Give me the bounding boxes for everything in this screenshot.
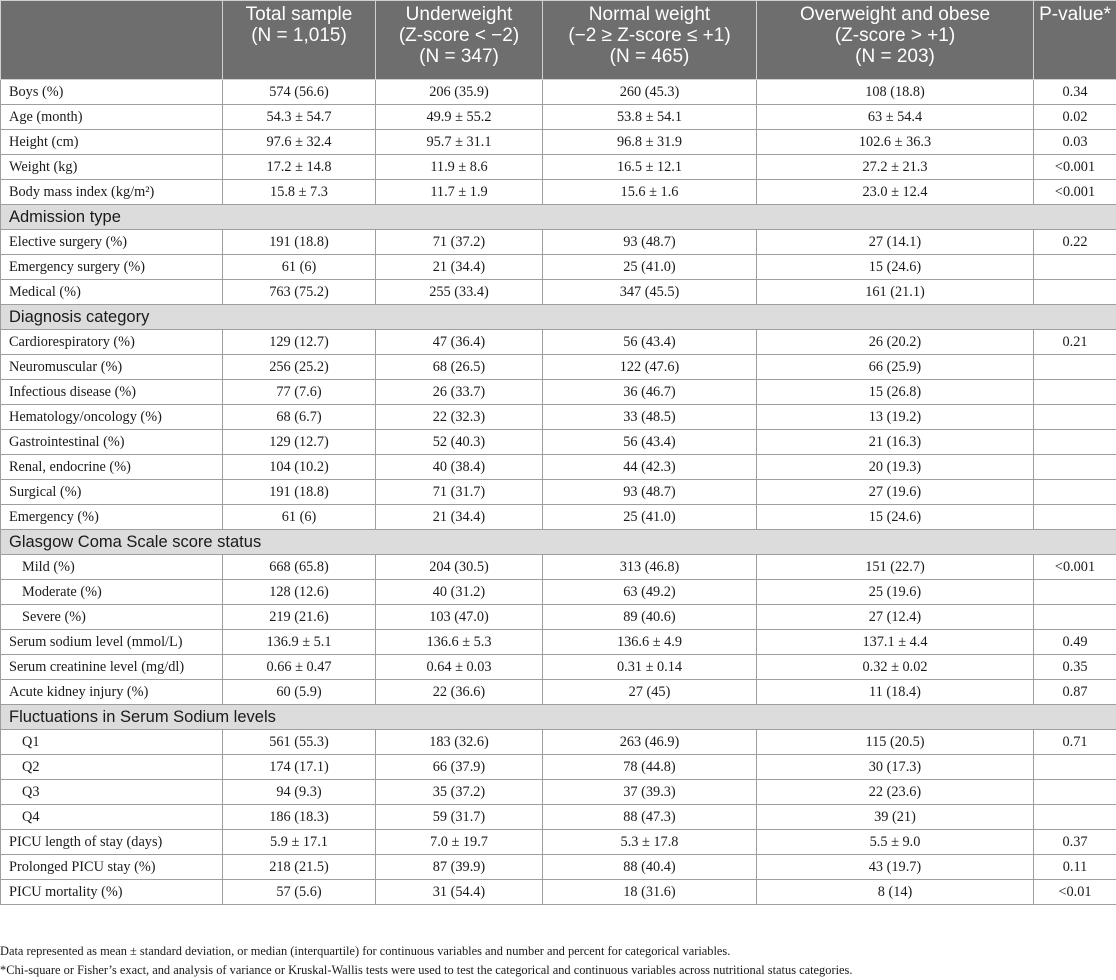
cell-overweight-obese: 13 (19.2)	[757, 405, 1034, 430]
row-label: PICU mortality (%)	[1, 880, 223, 905]
table-row	[1, 630, 1116, 655]
cell-p-value: 0.37	[1034, 830, 1116, 855]
cell-total-sample: 186 (18.3)	[223, 805, 376, 830]
table-body	[1, 80, 1116, 905]
cell-p-value: 0.22	[1034, 230, 1116, 255]
cell-p-value: 0.03	[1034, 130, 1116, 155]
table-row	[1, 330, 1116, 355]
table-row	[1, 380, 1116, 405]
row-label: Infectious disease (%)	[1, 380, 223, 405]
cell-p-value	[1034, 255, 1116, 280]
cell-overweight-obese: 63 ± 54.4	[757, 105, 1034, 130]
cell-total-sample: 256 (25.2)	[223, 355, 376, 380]
table-row	[1, 405, 1116, 430]
cell-total-sample: 54.3 ± 54.7	[223, 105, 376, 130]
cell-normal-weight: 36 (46.7)	[543, 380, 757, 405]
cell-overweight-obese: 20 (19.3)	[757, 455, 1034, 480]
cell-underweight: 49.9 ± 55.2	[376, 105, 543, 130]
cell-p-value: 0.71	[1034, 730, 1116, 755]
cell-total-sample: 129 (12.7)	[223, 330, 376, 355]
cell-p-value: 0.11	[1034, 855, 1116, 880]
cell-total-sample: 174 (17.1)	[223, 755, 376, 780]
cell-p-value	[1034, 755, 1116, 780]
cell-underweight: 52 (40.3)	[376, 430, 543, 455]
table-row	[1, 280, 1116, 305]
cell-p-value	[1034, 430, 1116, 455]
cell-normal-weight: 88 (47.3)	[543, 805, 757, 830]
cell-overweight-obese: 137.1 ± 4.4	[757, 630, 1034, 655]
cell-normal-weight: 37 (39.3)	[543, 780, 757, 805]
cell-normal-weight: 25 (41.0)	[543, 505, 757, 530]
cell-underweight: 0.64 ± 0.03	[376, 655, 543, 680]
table-row	[1, 830, 1116, 855]
cell-p-value: 0.87	[1034, 680, 1116, 705]
row-label: Serum creatinine level (mg/dl)	[1, 655, 223, 680]
table-row	[1, 355, 1116, 380]
table-row	[1, 605, 1116, 630]
table-row	[1, 755, 1116, 780]
row-label: Q3	[1, 780, 223, 805]
row-label: PICU length of stay (days)	[1, 830, 223, 855]
cell-underweight: 21 (34.4)	[376, 505, 543, 530]
cell-p-value: <0.001	[1034, 155, 1116, 180]
cell-underweight: 40 (31.2)	[376, 580, 543, 605]
table-row	[1, 730, 1116, 755]
section-label: Glasgow Coma Scale score status	[1, 530, 1116, 555]
footnote-statistical-tests: *Chi-square or Fisher’s exact, and analysis of variance or Kruskal-Wallis tests were used to test the categorical and continuous variables across nutritional status categories.	[0, 963, 853, 977]
cell-p-value	[1034, 380, 1116, 405]
cell-underweight: 31 (54.4)	[376, 880, 543, 905]
table-row	[1, 855, 1116, 880]
cell-total-sample: 77 (7.6)	[223, 380, 376, 405]
cell-normal-weight: 44 (42.3)	[543, 455, 757, 480]
header-total-sample: Total sample (N = 1,015)	[223, 1, 376, 80]
cell-overweight-obese: 43 (19.7)	[757, 855, 1034, 880]
cell-normal-weight: 56 (43.4)	[543, 330, 757, 355]
cell-underweight: 22 (36.6)	[376, 680, 543, 705]
cell-underweight: 26 (33.7)	[376, 380, 543, 405]
cell-underweight: 71 (37.2)	[376, 230, 543, 255]
cell-normal-weight: 25 (41.0)	[543, 255, 757, 280]
table-row	[1, 455, 1116, 480]
cell-underweight: 136.6 ± 5.3	[376, 630, 543, 655]
cell-total-sample: 0.66 ± 0.47	[223, 655, 376, 680]
cell-total-sample: 17.2 ± 14.8	[223, 155, 376, 180]
row-label: Body mass index (kg/m²)	[1, 180, 223, 205]
cell-p-value: 0.02	[1034, 105, 1116, 130]
cell-overweight-obese: 151 (22.7)	[757, 555, 1034, 580]
cell-total-sample: 104 (10.2)	[223, 455, 376, 480]
table-row	[1, 680, 1116, 705]
cell-normal-weight: 347 (45.5)	[543, 280, 757, 305]
cell-underweight: 206 (35.9)	[376, 80, 543, 105]
row-label: Q2	[1, 755, 223, 780]
header-row	[1, 1, 1116, 80]
cell-normal-weight: 16.5 ± 12.1	[543, 155, 757, 180]
table-row	[1, 430, 1116, 455]
cell-total-sample: 57 (5.6)	[223, 880, 376, 905]
row-label: Renal, endocrine (%)	[1, 455, 223, 480]
header-p-value: P-value*	[1034, 1, 1116, 80]
cell-total-sample: 128 (12.6)	[223, 580, 376, 605]
cell-normal-weight: 260 (45.3)	[543, 80, 757, 105]
row-label: Emergency surgery (%)	[1, 255, 223, 280]
cell-underweight: 11.9 ± 8.6	[376, 155, 543, 180]
cell-p-value	[1034, 355, 1116, 380]
cell-underweight: 47 (36.4)	[376, 330, 543, 355]
cell-p-value	[1034, 280, 1116, 305]
row-label: Neuromuscular (%)	[1, 355, 223, 380]
table-row	[1, 655, 1116, 680]
row-label: Surgical (%)	[1, 480, 223, 505]
cell-p-value: 0.34	[1034, 80, 1116, 105]
cell-total-sample: 218 (21.5)	[223, 855, 376, 880]
cell-p-value: 0.35	[1034, 655, 1116, 680]
table-row	[1, 180, 1116, 205]
cell-p-value: <0.01	[1034, 880, 1116, 905]
cell-total-sample: 68 (6.7)	[223, 405, 376, 430]
cell-total-sample: 191 (18.8)	[223, 230, 376, 255]
table-row	[1, 255, 1116, 280]
section-label: Diagnosis category	[1, 305, 1116, 330]
row-label: Prolonged PICU stay (%)	[1, 855, 223, 880]
table-row	[1, 130, 1116, 155]
cell-total-sample: 191 (18.8)	[223, 480, 376, 505]
header-overweight-obese: Overweight and obese (Z-score > +1) (N = 203)	[757, 1, 1034, 80]
cell-underweight: 255 (33.4)	[376, 280, 543, 305]
row-label: Medical (%)	[1, 280, 223, 305]
cell-overweight-obese: 15 (24.6)	[757, 505, 1034, 530]
cell-underweight: 66 (37.9)	[376, 755, 543, 780]
cell-total-sample: 129 (12.7)	[223, 430, 376, 455]
cell-total-sample: 15.8 ± 7.3	[223, 180, 376, 205]
cell-overweight-obese: 161 (21.1)	[757, 280, 1034, 305]
cell-total-sample: 136.9 ± 5.1	[223, 630, 376, 655]
cell-overweight-obese: 11 (18.4)	[757, 680, 1034, 705]
section-label: Admission type	[1, 205, 1116, 230]
cell-underweight: 7.0 ± 19.7	[376, 830, 543, 855]
cell-overweight-obese: 27 (14.1)	[757, 230, 1034, 255]
table-row	[1, 155, 1116, 180]
cell-underweight: 95.7 ± 31.1	[376, 130, 543, 155]
table-row	[1, 230, 1116, 255]
cell-overweight-obese: 15 (26.8)	[757, 380, 1034, 405]
cell-total-sample: 60 (5.9)	[223, 680, 376, 705]
cell-total-sample: 561 (55.3)	[223, 730, 376, 755]
table-row	[1, 505, 1116, 530]
cell-normal-weight: 93 (48.7)	[543, 230, 757, 255]
header-variable	[1, 1, 223, 80]
row-label: Moderate (%)	[1, 580, 223, 605]
row-label: Q1	[1, 730, 223, 755]
cell-p-value	[1034, 780, 1116, 805]
section-header-row	[1, 205, 1116, 230]
cell-normal-weight: 263 (46.9)	[543, 730, 757, 755]
cell-overweight-obese: 23.0 ± 12.4	[757, 180, 1034, 205]
table-row	[1, 880, 1116, 905]
cell-normal-weight: 27 (45)	[543, 680, 757, 705]
cell-underweight: 71 (31.7)	[376, 480, 543, 505]
cell-total-sample: 5.9 ± 17.1	[223, 830, 376, 855]
cell-normal-weight: 15.6 ± 1.6	[543, 180, 757, 205]
cell-p-value: 0.21	[1034, 330, 1116, 355]
cell-p-value	[1034, 480, 1116, 505]
cell-overweight-obese: 27.2 ± 21.3	[757, 155, 1034, 180]
cell-normal-weight: 0.31 ± 0.14	[543, 655, 757, 680]
cell-p-value: 0.49	[1034, 630, 1116, 655]
cell-normal-weight: 5.3 ± 17.8	[543, 830, 757, 855]
row-label: Emergency (%)	[1, 505, 223, 530]
cell-total-sample: 763 (75.2)	[223, 280, 376, 305]
cell-normal-weight: 53.8 ± 54.1	[543, 105, 757, 130]
section-header-row	[1, 305, 1116, 330]
cell-underweight: 103 (47.0)	[376, 605, 543, 630]
footnote-data-representation: Data represented as mean ± standard deviation, or median (interquartile) for continuous variables and number and percent for categorical variables.	[0, 944, 731, 958]
cell-total-sample: 574 (56.6)	[223, 80, 376, 105]
cell-underweight: 87 (39.9)	[376, 855, 543, 880]
cell-p-value	[1034, 605, 1116, 630]
cell-overweight-obese: 39 (21)	[757, 805, 1034, 830]
cell-overweight-obese: 8 (14)	[757, 880, 1034, 905]
cell-total-sample: 668 (65.8)	[223, 555, 376, 580]
cell-total-sample: 94 (9.3)	[223, 780, 376, 805]
cell-underweight: 204 (30.5)	[376, 555, 543, 580]
row-label: Gastrointestinal (%)	[1, 430, 223, 455]
row-label: Hematology/oncology (%)	[1, 405, 223, 430]
cell-overweight-obese: 66 (25.9)	[757, 355, 1034, 380]
section-label: Fluctuations in Serum Sodium levels	[1, 705, 1116, 730]
cell-normal-weight: 33 (48.5)	[543, 405, 757, 430]
cell-p-value	[1034, 505, 1116, 530]
cell-overweight-obese: 115 (20.5)	[757, 730, 1034, 755]
footnotes	[0, 942, 1116, 980]
header-normal-weight: Normal weight (−2 ≥ Z-score ≤ +1) (N = 465)	[543, 1, 757, 80]
cell-overweight-obese: 25 (19.6)	[757, 580, 1034, 605]
cell-p-value: <0.001	[1034, 180, 1116, 205]
cell-underweight: 59 (31.7)	[376, 805, 543, 830]
cell-overweight-obese: 30 (17.3)	[757, 755, 1034, 780]
cell-underweight: 68 (26.5)	[376, 355, 543, 380]
cell-underweight: 40 (38.4)	[376, 455, 543, 480]
row-label: Height (cm)	[1, 130, 223, 155]
cell-normal-weight: 78 (44.8)	[543, 755, 757, 780]
cell-normal-weight: 122 (47.6)	[543, 355, 757, 380]
table-row	[1, 580, 1116, 605]
row-label: Elective surgery (%)	[1, 230, 223, 255]
cell-normal-weight: 89 (40.6)	[543, 605, 757, 630]
table-row	[1, 105, 1116, 130]
table-row	[1, 480, 1116, 505]
row-label: Acute kidney injury (%)	[1, 680, 223, 705]
cell-normal-weight: 93 (48.7)	[543, 480, 757, 505]
cell-normal-weight: 313 (46.8)	[543, 555, 757, 580]
row-label: Q4	[1, 805, 223, 830]
cell-total-sample: 219 (21.6)	[223, 605, 376, 630]
cell-overweight-obese: 5.5 ± 9.0	[757, 830, 1034, 855]
cell-overweight-obese: 108 (18.8)	[757, 80, 1034, 105]
cell-p-value	[1034, 580, 1116, 605]
cell-p-value	[1034, 455, 1116, 480]
table-row	[1, 805, 1116, 830]
row-label: Weight (kg)	[1, 155, 223, 180]
cell-underweight: 22 (32.3)	[376, 405, 543, 430]
cell-p-value	[1034, 405, 1116, 430]
cell-total-sample: 61 (6)	[223, 505, 376, 530]
cell-normal-weight: 88 (40.4)	[543, 855, 757, 880]
row-label: Cardiorespiratory (%)	[1, 330, 223, 355]
cell-overweight-obese: 0.32 ± 0.02	[757, 655, 1034, 680]
row-label: Severe (%)	[1, 605, 223, 630]
table-row	[1, 780, 1116, 805]
cell-underweight: 183 (32.6)	[376, 730, 543, 755]
cell-overweight-obese: 26 (20.2)	[757, 330, 1034, 355]
cell-overweight-obese: 27 (12.4)	[757, 605, 1034, 630]
header-underweight: Underweight (Z-score < −2) (N = 347)	[376, 1, 543, 80]
cell-p-value: <0.001	[1034, 555, 1116, 580]
cell-overweight-obese: 102.6 ± 36.3	[757, 130, 1034, 155]
cell-normal-weight: 56 (43.4)	[543, 430, 757, 455]
cell-underweight: 11.7 ± 1.9	[376, 180, 543, 205]
cell-normal-weight: 63 (49.2)	[543, 580, 757, 605]
cell-normal-weight: 18 (31.6)	[543, 880, 757, 905]
cell-normal-weight: 136.6 ± 4.9	[543, 630, 757, 655]
cell-total-sample: 97.6 ± 32.4	[223, 130, 376, 155]
cell-underweight: 21 (34.4)	[376, 255, 543, 280]
cell-overweight-obese: 15 (24.6)	[757, 255, 1034, 280]
cell-overweight-obese: 27 (19.6)	[757, 480, 1034, 505]
cell-total-sample: 61 (6)	[223, 255, 376, 280]
table-row	[1, 80, 1116, 105]
section-header-row	[1, 705, 1116, 730]
cell-overweight-obese: 22 (23.6)	[757, 780, 1034, 805]
cell-overweight-obese: 21 (16.3)	[757, 430, 1034, 455]
table-row	[1, 555, 1116, 580]
section-header-row	[1, 530, 1116, 555]
row-label: Serum sodium level (mmol/L)	[1, 630, 223, 655]
row-label: Mild (%)	[1, 555, 223, 580]
cell-normal-weight: 96.8 ± 31.9	[543, 130, 757, 155]
cell-p-value	[1034, 805, 1116, 830]
row-label: Age (month)	[1, 105, 223, 130]
cell-underweight: 35 (37.2)	[376, 780, 543, 805]
row-label: Boys (%)	[1, 80, 223, 105]
